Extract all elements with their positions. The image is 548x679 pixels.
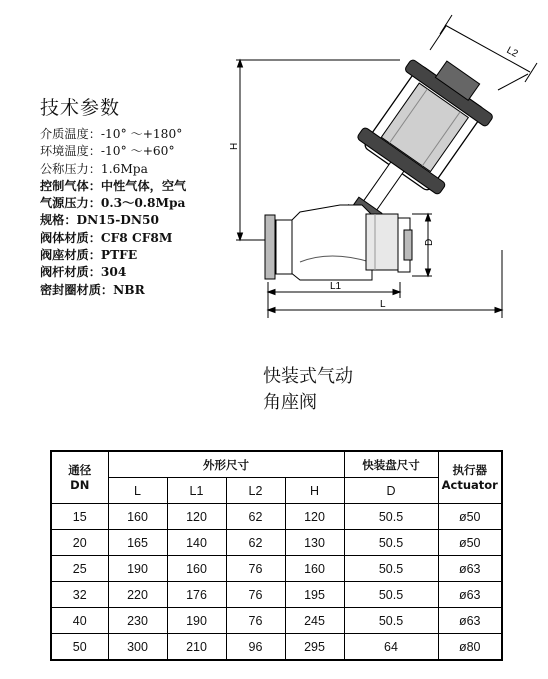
- table-subheader-row: [51, 478, 502, 504]
- table-row: [51, 530, 502, 556]
- cell-l2: 76: [226, 556, 285, 582]
- header-dimensions: 外形尺寸: [108, 451, 344, 478]
- spec-nominal-pressure: 公称压力：1.6Mpa: [40, 161, 148, 176]
- table-row: [51, 634, 502, 661]
- caption-line-2: 角座阀: [263, 392, 317, 413]
- dimension-table: [50, 450, 503, 661]
- subheader-l2: L2: [226, 478, 285, 504]
- cell-dn: 40: [51, 608, 108, 634]
- table-row: [51, 608, 502, 634]
- cell-l1: 190: [167, 608, 226, 634]
- cell-l1: 210: [167, 634, 226, 661]
- cell-actuator: ø80: [438, 634, 502, 661]
- cell-h: 245: [285, 608, 344, 634]
- label-h: H: [229, 142, 240, 150]
- header-actuator: 执行器 Actuator: [438, 451, 502, 504]
- cell-dn: 25: [51, 556, 108, 582]
- cell-d: 50.5: [344, 608, 438, 634]
- cell-l1: 140: [167, 530, 226, 556]
- spec-seat-material: 阀座材质：PTFE: [40, 248, 138, 263]
- cell-l2: 62: [226, 504, 285, 530]
- cell-l1: 120: [167, 504, 226, 530]
- cell-actuator: ø63: [438, 608, 502, 634]
- cell-d: 50.5: [344, 530, 438, 556]
- spec-body-material: 阀体材质：CF8 CF8M: [40, 230, 173, 245]
- cell-l: 165: [108, 530, 167, 556]
- cell-h: 120: [285, 504, 344, 530]
- header-dn: 通径 DN: [51, 451, 108, 504]
- cell-h: 160: [285, 556, 344, 582]
- specs-title: 技术参数: [40, 97, 121, 119]
- table-header-row: [51, 451, 502, 478]
- subheader-l1: L1: [167, 478, 226, 504]
- spec-size-range: 规格：DN15-DN50: [40, 213, 159, 228]
- cell-dn: 50: [51, 634, 108, 661]
- spec-stem-material: 阀杆材质：304: [40, 265, 127, 280]
- valve-technical-drawing: [229, 10, 542, 320]
- subheader-l: L: [108, 478, 167, 504]
- cell-dn: 20: [51, 530, 108, 556]
- subheader-d: D: [344, 478, 438, 504]
- spec-control-gas: 控制气体：中性气体，空气: [40, 178, 187, 193]
- cell-l: 300: [108, 634, 167, 661]
- cell-l2: 76: [226, 582, 285, 608]
- spec-ambient-temp: 环境温度：-10° ～+60°: [40, 144, 175, 159]
- table-row: [51, 556, 502, 582]
- cell-l: 220: [108, 582, 167, 608]
- cell-l1: 176: [167, 582, 226, 608]
- caption-line-1: 快装式气动: [263, 366, 353, 387]
- label-l1: L1: [330, 281, 342, 292]
- table-row: [51, 504, 502, 530]
- spec-supply-pressure: 气源压力：0.3～0.8Mpa: [40, 196, 186, 211]
- cell-l: 190: [108, 556, 167, 582]
- cell-dn: 15: [51, 504, 108, 530]
- cell-l1: 160: [167, 556, 226, 582]
- cell-d: 50.5: [344, 582, 438, 608]
- cell-l2: 76: [226, 608, 285, 634]
- cell-d: 64: [344, 634, 438, 661]
- subheader-h: H: [285, 478, 344, 504]
- cell-l2: 96: [226, 634, 285, 661]
- cell-d: 50.5: [344, 504, 438, 530]
- header-clamp: 快装盘尺寸: [344, 451, 438, 478]
- technical-specs: [40, 93, 240, 299]
- cell-h: 295: [285, 634, 344, 661]
- cell-actuator: ø63: [438, 556, 502, 582]
- cell-dn: 32: [51, 582, 108, 608]
- cell-l2: 62: [226, 530, 285, 556]
- cell-h: 195: [285, 582, 344, 608]
- cell-actuator: ø50: [438, 504, 502, 530]
- label-d: D: [424, 238, 435, 246]
- cell-l: 160: [108, 504, 167, 530]
- spec-seal-material: 密封圈材质：NBR: [40, 282, 145, 297]
- cell-actuator: ø50: [438, 530, 502, 556]
- spec-medium-temp: 介质温度：-10° ～+180°: [40, 127, 183, 141]
- table-row: [51, 582, 502, 608]
- cell-d: 50.5: [344, 556, 438, 582]
- label-l: L: [380, 299, 386, 310]
- cell-l: 230: [108, 608, 167, 634]
- product-caption: [263, 364, 353, 416]
- cell-actuator: ø63: [438, 582, 502, 608]
- label-l2: L2: [504, 44, 520, 60]
- cell-h: 130: [285, 530, 344, 556]
